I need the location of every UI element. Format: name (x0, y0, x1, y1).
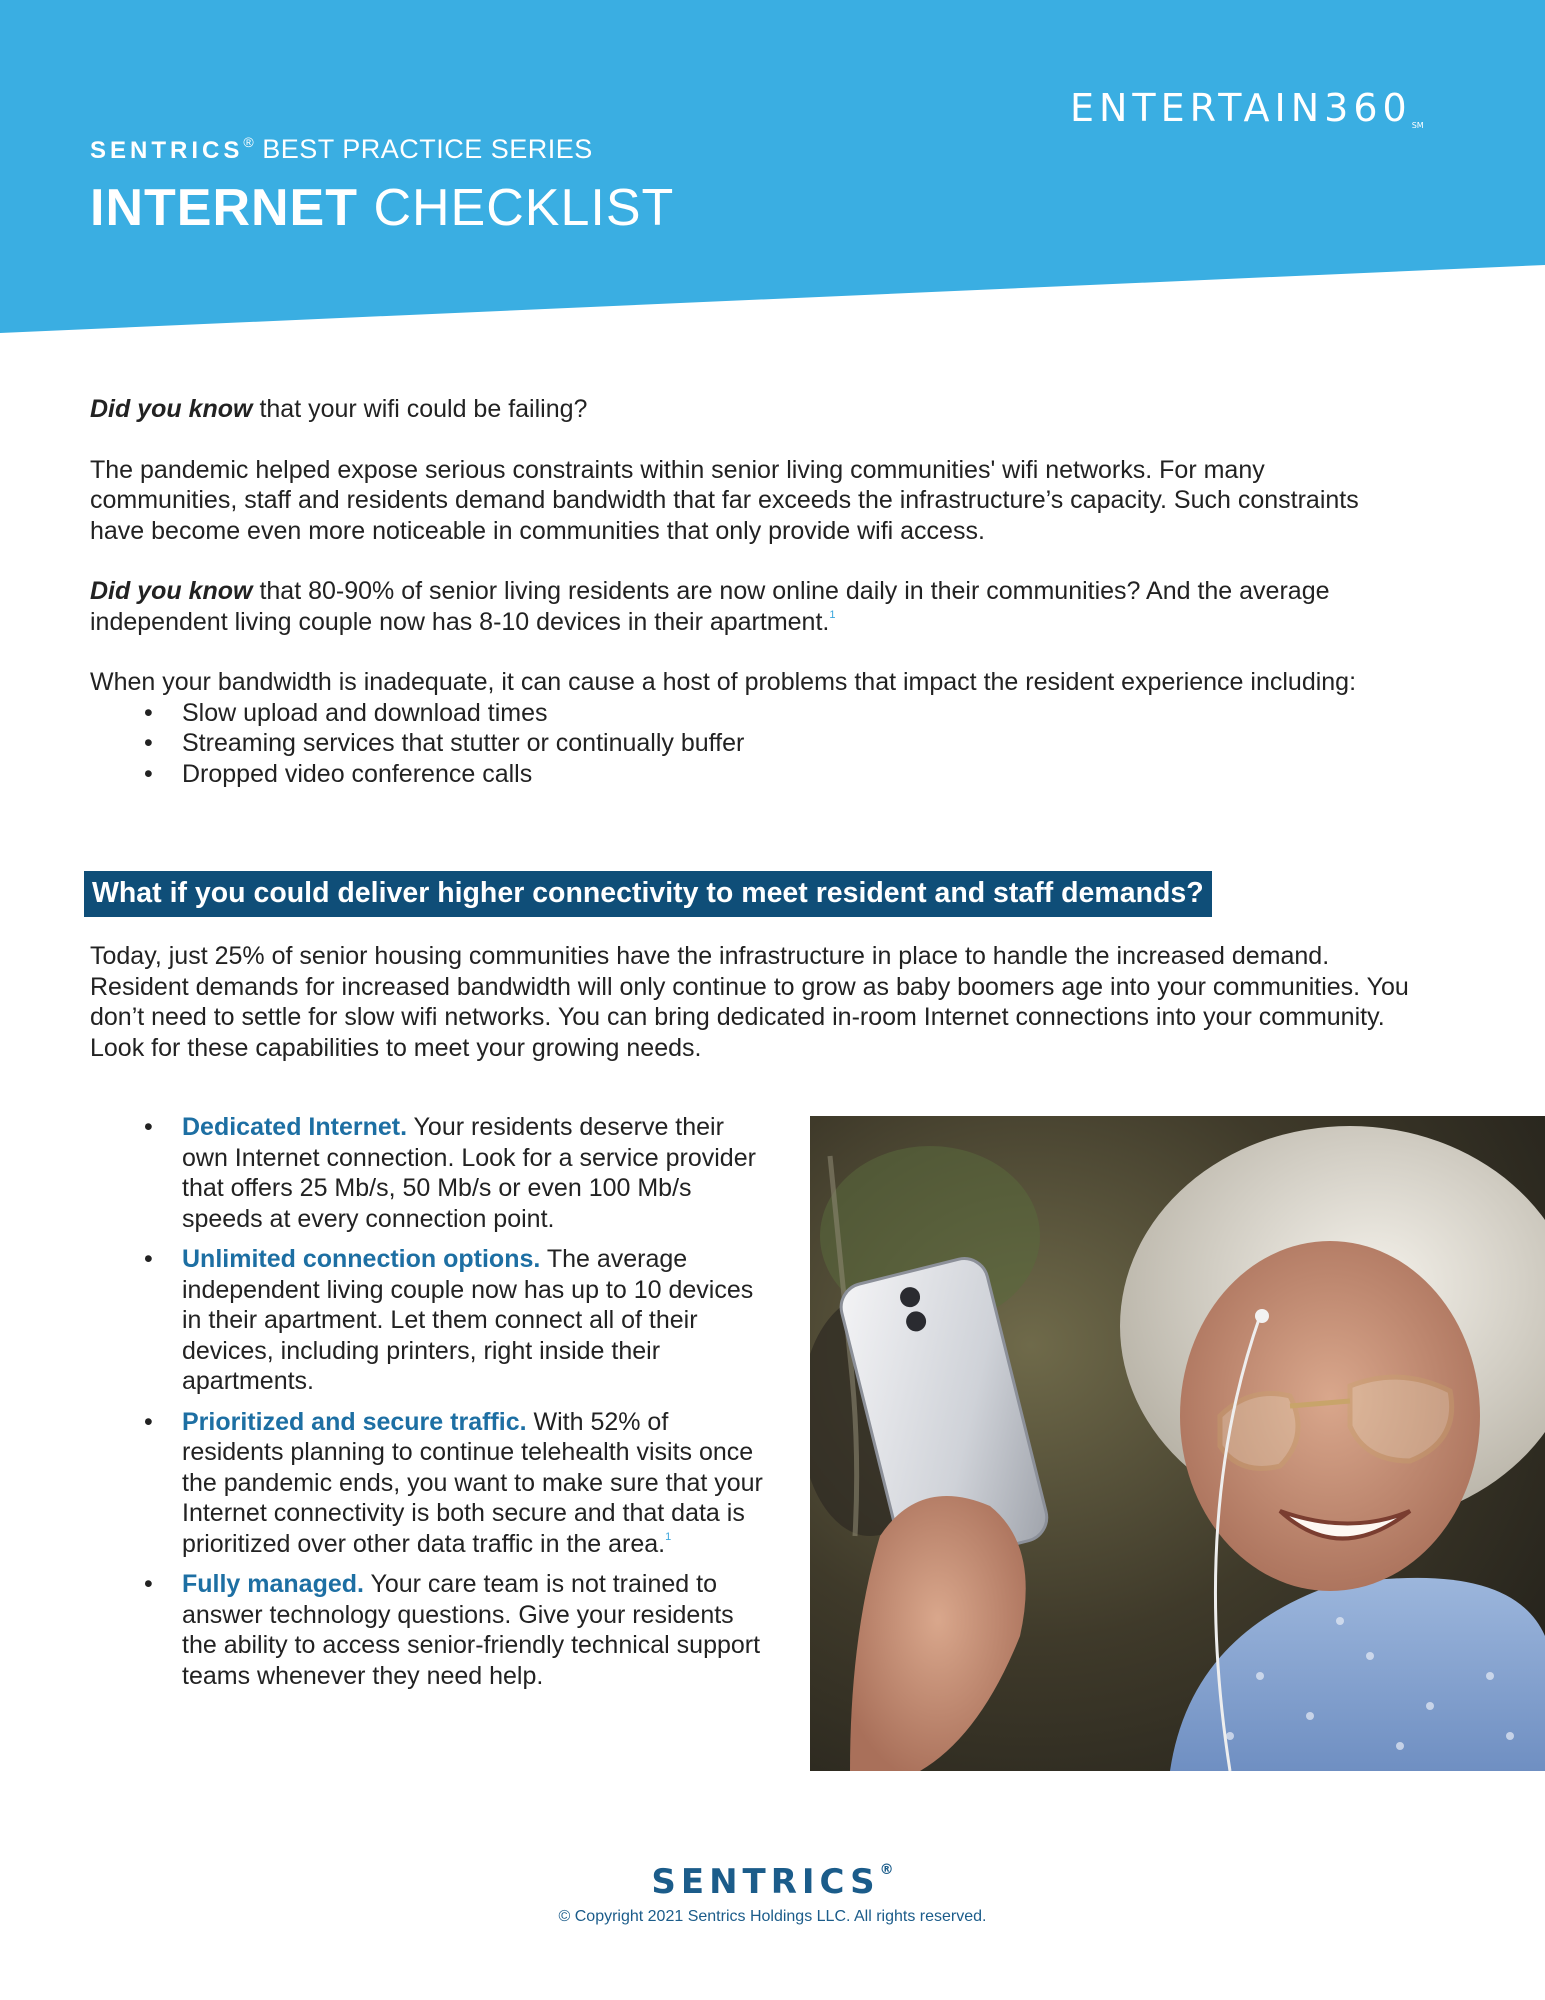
photo-illustration (810, 1116, 1545, 1771)
page-title-bold: INTERNET (90, 179, 358, 237)
entertain360-logo (1070, 86, 1424, 130)
feature-item (144, 1112, 774, 1234)
page-title (90, 178, 674, 238)
senior-woman-phone-photo (810, 1116, 1545, 1771)
bullet: • (144, 1113, 153, 1141)
footer-sentrics-logo (0, 1862, 1545, 1902)
bullet: • (144, 1245, 153, 1273)
series-label: BEST PRACTICE SERIES (262, 134, 593, 164)
bullet: • (144, 1407, 153, 1436)
intro-section (90, 394, 1410, 789)
feature-lead: Unlimited connection options. (182, 1245, 541, 1273)
problem-list (90, 698, 1410, 790)
problem-text: Streaming services that stutter or continually buffer (182, 729, 745, 757)
intro-paragraph-3 (90, 576, 1410, 637)
footer-logo-text: SENTRICS (651, 1862, 880, 1902)
feature-item (144, 1569, 774, 1691)
feature-text: The average independent living couple now has up to 10 devices in their apartment. Let them connect all of their devices, including printers, right inside their apartments. (182, 1245, 754, 1395)
intro-paragraph-2: The pandemic helped expose serious constraints within senior living communities' wifi networks. For many communities, staff and residents demand bandwidth that far exceeds the infrastructure’s capacity. Such constraints have become even more noticeable in communities that only provide wifi access. (90, 455, 1359, 545)
entertain360-logo-text: ENTERTAIN360 (1070, 86, 1412, 130)
footnote-ref: 1 (665, 1530, 672, 1543)
section-paragraph: Today, just 25% of senior housing communities have the infrastructure in place to handle the increased demand. Resident demands for increased bandwidth will only continue to grow as baby boomers age into your communities. You don’t need to settle for slow wifi networks. You can bring dedicated in-room Internet connections into your community. Look for these capabilities to meet your growing needs. (90, 942, 1409, 1062)
footnote-ref: 1 (829, 608, 836, 621)
did-you-know-1: Did you know (90, 395, 253, 423)
intro-p3-text: that 80-90% of senior living residents are now online daily in their communities? And the average independent living couple now has 8-10 devices in their apartment. (90, 577, 1330, 636)
feature-text: Your residents deserve their own Internet connection. Look for a service provider that offers 25 Mb/s, 50 Mb/s or even 100 Mb/s speeds at every connection point. (182, 1113, 756, 1233)
sentrics-series-logo: SENTRICS (90, 137, 244, 164)
list-item (90, 759, 1410, 790)
intro-p1-text: that your wifi could be failing? (252, 395, 588, 423)
problem-text: Slow upload and download times (182, 698, 548, 727)
feature-text: Your care team is not trained to answer technology questions. Give your residents the ability to access senior-friendly technical support teams whenever they need help. (182, 1570, 761, 1690)
series-line (90, 134, 593, 165)
problem-text: Dropped video conference calls (182, 759, 533, 788)
feature-lead: Dedicated Internet. (182, 1113, 408, 1141)
service-mark: SM (1411, 121, 1424, 130)
intro-paragraph-1 (90, 394, 1410, 425)
bullet: • (144, 759, 153, 788)
bullet: • (144, 698, 153, 727)
registered-mark: ® (243, 134, 255, 150)
list-item (90, 698, 1410, 729)
feature-item (144, 1244, 774, 1397)
feature-text: With 52% of residents planning to continue telehealth visits once the pandemic ends, you want to make sure that your Internet connectivity is both secure and that data is prioritized over other data traffic in the area. (182, 1407, 763, 1558)
feature-lead: Prioritized and secure traffic. (182, 1407, 527, 1436)
feature-lead: Fully managed. (182, 1570, 364, 1598)
copyright: © Copyright 2021 Sentrics Holdings LLC. All rights reserved. (558, 1908, 987, 1925)
did-you-know-2: Did you know (90, 577, 253, 605)
page-title-rest: CHECKLIST (373, 179, 675, 237)
list-item (90, 728, 1410, 759)
banner-shape (0, 0, 1545, 340)
intro-paragraph-4: When your bandwidth is inadequate, it can cause a host of problems that impact the resident experience including: (90, 668, 1357, 696)
feature-list (144, 1112, 774, 1701)
bullet: • (144, 729, 153, 757)
section-heading: What if you could deliver higher connectivity to meet resident and staff demands? (84, 871, 1212, 917)
header-banner (0, 0, 1545, 340)
feature-item (144, 1407, 774, 1560)
registered-mark: ® (879, 1862, 894, 1878)
bullet: • (144, 1570, 153, 1598)
